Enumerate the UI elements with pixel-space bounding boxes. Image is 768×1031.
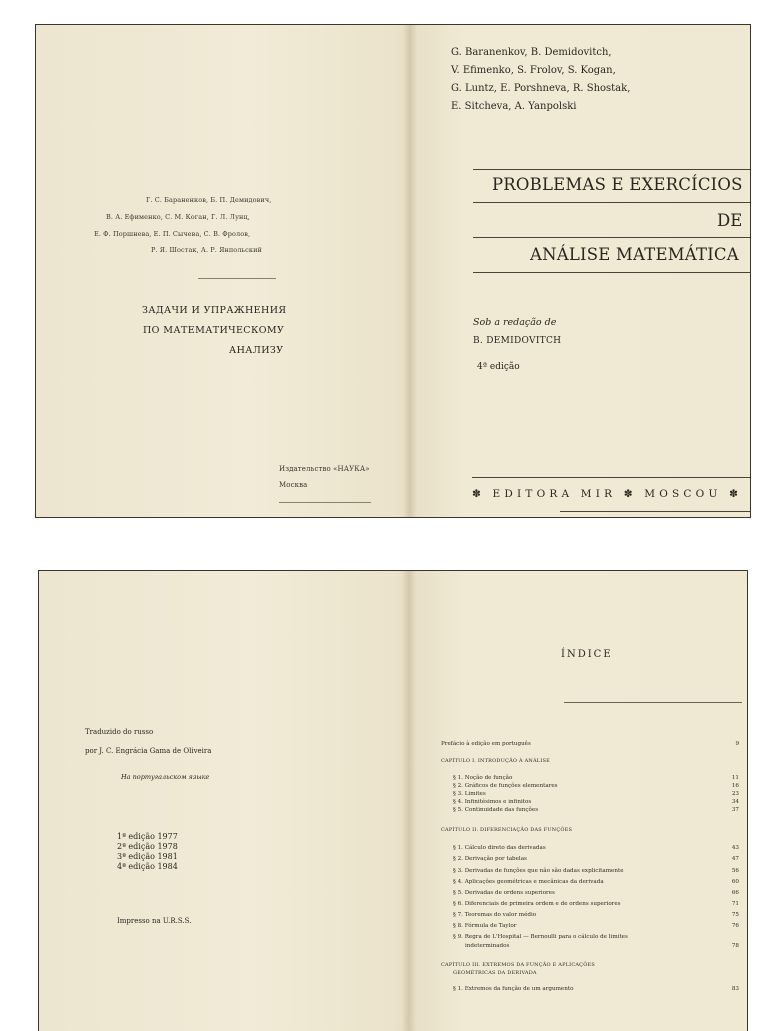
toc-entry: § 8. Fórmula de Taylor 76 xyxy=(453,923,739,929)
toc-chapter: CAPÍTULO I. INTRODUÇÃO À ANÁLISE xyxy=(441,758,550,764)
index-spread xyxy=(38,570,748,1031)
toc-entry: § 4. Aplicações geométricas e mecânicas da derivada 60 xyxy=(453,879,739,885)
ru-title-line: АНАЛИЗУ xyxy=(229,345,284,356)
ru-city: Москва xyxy=(279,481,308,489)
toc-entry: § 5. Derivadas de ordens superiores 66 xyxy=(453,890,739,896)
book-gutter xyxy=(402,571,416,1031)
toc-entry: indeterminados 78 xyxy=(465,943,739,949)
book-title-line-3: ANÁLISE MATEMÁTICA xyxy=(530,245,739,264)
toc-entry: Prefácio à edição em português 9 xyxy=(441,741,739,747)
toc-entry: § 5. Continuidade das funções 37 xyxy=(453,807,739,813)
translator: por J. C. Engrácia Gama de Oliveira xyxy=(85,747,212,755)
edition-history: 2ª edição 1978 xyxy=(117,842,178,851)
book-title-line-2: DE xyxy=(717,211,743,230)
edition-history: 1ª edição 1977 xyxy=(117,832,178,841)
title-spread xyxy=(35,24,751,518)
toc-entry: § 1. Cálculo direto das derivadas 43 xyxy=(453,845,739,851)
footer-rule xyxy=(472,477,750,478)
index-title: ÍNDICE xyxy=(561,649,613,660)
ru-title-line: ЗАДАЧИ И УПРАЖНЕНИЯ xyxy=(142,305,287,316)
toc-chapter: CAPÍTULO III. EXTREMOS DA FUNÇÃO E APLICAÇÕES xyxy=(441,962,595,968)
ru-author-line: Р. Я. Шостак, А. Р. Янпольский xyxy=(151,246,262,254)
book-title-line-1: PROBLEMAS E EXERCÍCIOS xyxy=(492,175,743,194)
edition-history: 3ª edição 1981 xyxy=(117,852,178,861)
title-rule xyxy=(473,272,750,273)
title-rule xyxy=(473,169,750,170)
toc-chapter: GEOMÉTRICAS DA DERIVADA xyxy=(453,970,537,976)
toc-entry: § 6. Diferenciais de primeira ordem e de ordens superiores 71 xyxy=(453,901,739,907)
toc-entry: § 9. Regra de L'Hospital — Bernoulli para o cálculo de limites xyxy=(453,934,628,940)
toc-entry: § 4. Infinitésimos e infinitos 34 xyxy=(453,799,739,805)
publisher-imprint: ✽ EDITORA MIR ✽ MOSCOU ✽ xyxy=(472,488,743,500)
toc-entry: § 2. Derivação por tabelas 47 xyxy=(453,856,739,862)
ru-author-line: Г. С. Бараненков, Б. П. Демидович, xyxy=(146,196,272,204)
translated-from: Traduzido do russo xyxy=(85,728,154,736)
index-rule xyxy=(564,702,742,703)
edition-history: 4ª edição 1984 xyxy=(117,862,178,871)
printed-in: Impresso na U.R.S.S. xyxy=(117,917,192,925)
title-rule xyxy=(473,202,750,203)
edition: 4ª edição xyxy=(477,362,520,372)
author-line: E. Sitcheva, A. Yanpolski xyxy=(451,101,577,112)
divider xyxy=(279,502,371,503)
editor-label: Sob a redação de xyxy=(473,317,557,328)
ru-publisher: Издательство «НАУКА» xyxy=(279,465,370,473)
toc-entry: § 3. Limites 23 xyxy=(453,791,739,797)
editor-name: B. DEMIDOVITCH xyxy=(473,336,562,346)
divider xyxy=(198,278,276,279)
toc-entry: § 1. Extremos da função de um argumento 83 xyxy=(453,986,739,992)
author-line: V. Efimenko, S. Frolov, S. Kogan, xyxy=(451,65,616,76)
ru-author-line: Е. Ф. Поршнева, Е. П. Сычева, С. В. Фролов, xyxy=(94,230,251,238)
ru-title-line: ПО МАТЕМАТИЧЕСКОМУ xyxy=(143,325,285,336)
toc-entry: § 7. Teoremas do valor médio 75 xyxy=(453,912,739,918)
toc-entry: § 1. Noção de função 11 xyxy=(453,775,739,781)
toc-entry: § 3. Derivadas de funções que não são dadas explicitamente 56 xyxy=(453,868,739,874)
author-line: G. Baranenkov, B. Demidovitch, xyxy=(451,47,612,58)
author-line: G. Luntz, E. Porshneva, R. Shostak, xyxy=(451,83,631,94)
book-gutter xyxy=(403,25,417,517)
footer-rule xyxy=(560,511,750,512)
title-rule xyxy=(473,237,750,238)
ru-author-line: В. А. Ефименко, С. М. Коган, Г. Л. Лунц, xyxy=(106,213,250,221)
toc-chapter: CAPÍTULO II. DIFERENCIAÇÃO DAS FUNÇÕES xyxy=(441,827,573,833)
toc-entry: § 2. Gráficos de funções elementares 16 xyxy=(453,783,739,789)
ru-language-note: На португальском языке xyxy=(121,773,210,781)
